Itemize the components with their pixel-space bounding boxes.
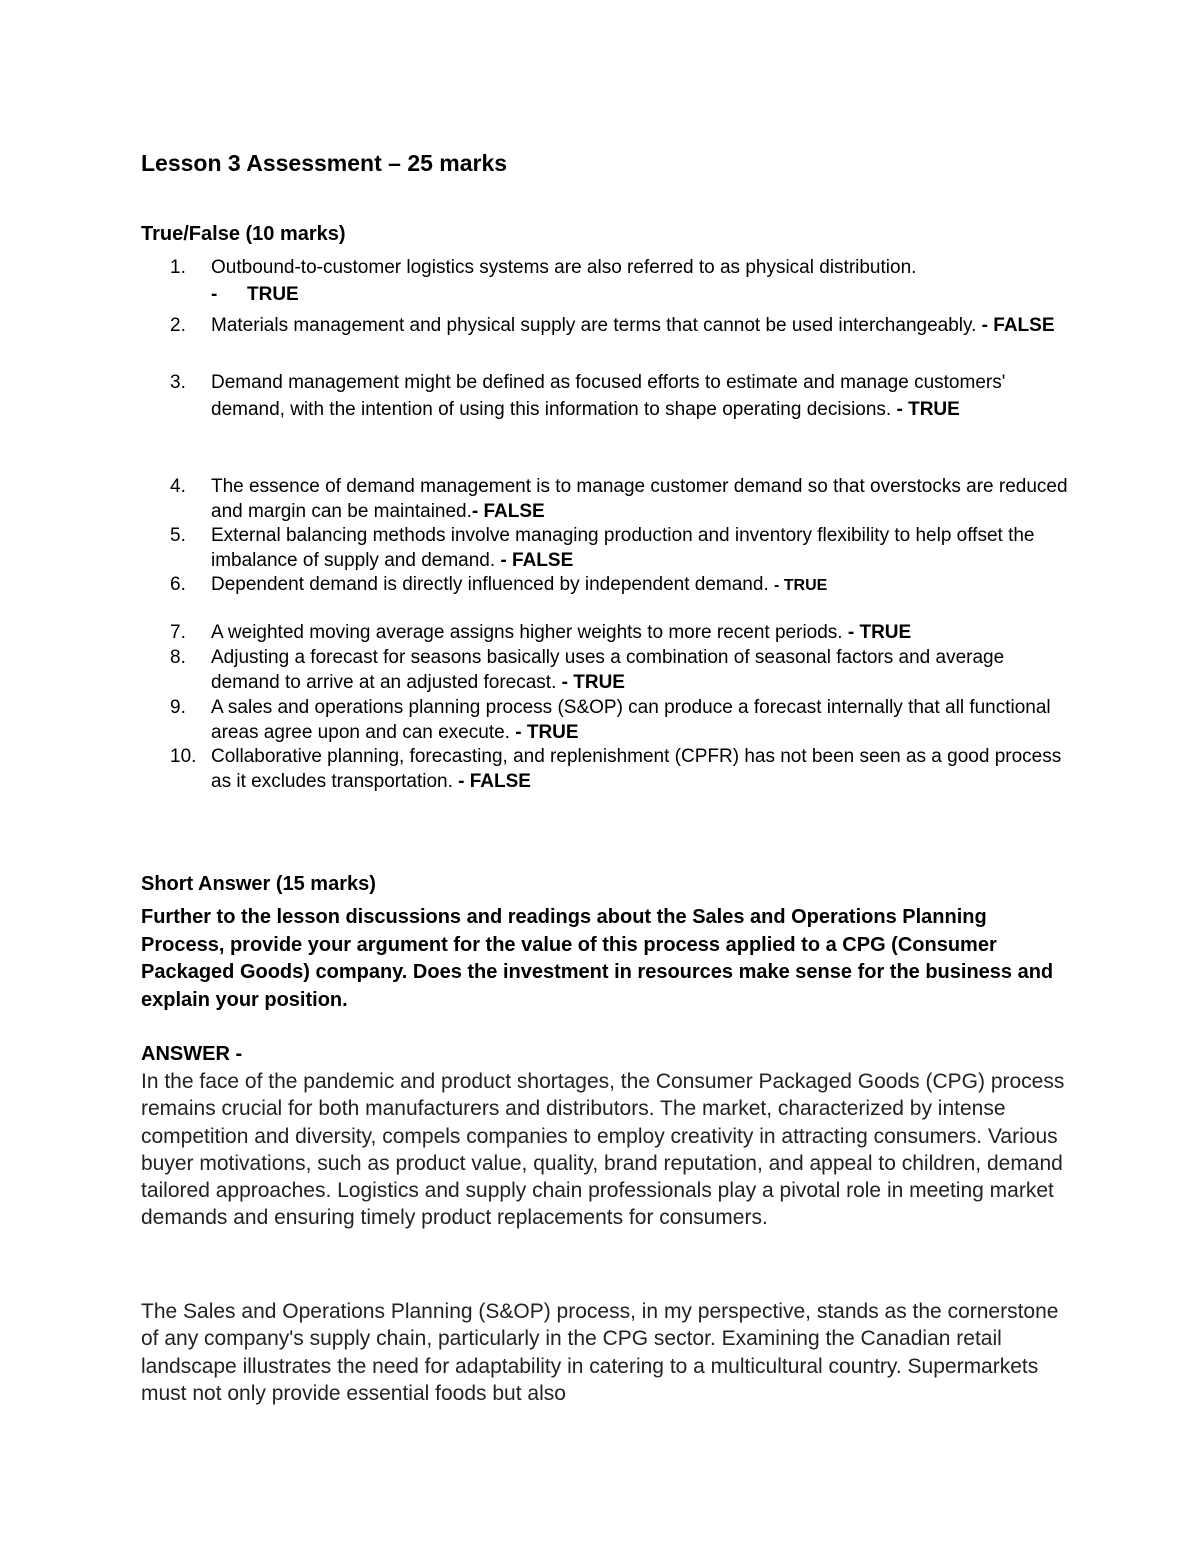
question-body [211, 474, 1070, 524]
question-text: Dependent demand is directly influenced by independent demand. [211, 574, 774, 595]
question-body [211, 695, 1070, 745]
answer-dash: - [211, 284, 218, 305]
question-body [211, 523, 1070, 573]
question-text: A weighted moving average assigns higher weights to more recent periods. [211, 622, 848, 643]
answer-value: - TRUE [896, 399, 960, 420]
short-answer-heading: Short Answer (15 marks) [141, 873, 376, 895]
question-body [211, 744, 1070, 794]
question-9 [170, 695, 1070, 745]
question-text: Materials management and physical supply are terms that cannot be used interchangeably. [211, 315, 982, 336]
document-title: Lesson 3 Assessment – 25 marks [141, 150, 508, 176]
question-6 [170, 572, 1070, 598]
answer-value: TRUE [247, 284, 299, 305]
question-text: The essence of demand management is to manage customer demand so that overstocks are reduced and margin can be maintained. [211, 476, 1068, 522]
answer-paragraph-2: The Sales and Operations Planning (S&OP) process, in my perspective, stands as the cornerstone of any company's supply chain, particularly in the CPG sector. Examining the Canadian retail landscape illustrates the need for adaptability in catering to a multicultural country. Supermarkets must not only provide essential foods but also [141, 1300, 1059, 1405]
question-1 [170, 254, 1070, 281]
answer-paragraph-1: In the face of the pandemic and product shortages, the Consumer Packaged Goods (CPG) process remains crucial for both manufacturers and distributors. The market, characterized by intense competition and diversity, compels companies to employ creativity in attracting consumers. Various buyer motivations, such as product value, quality, brand reputation, and appeal to children, demand tailored approaches. Logistics and supply chain professionals play a pivotal role in meeting market demands and ensuring timely product replacements for consumers. [141, 1070, 1065, 1230]
question-number: 2. [170, 315, 186, 336]
question-1-answer-line [211, 283, 299, 307]
question-body [211, 369, 1070, 423]
question-4 [170, 474, 1070, 524]
question-body [211, 620, 1070, 645]
question-number: 3. [170, 372, 186, 393]
question-body [211, 312, 1070, 339]
question-number: 7. [170, 622, 186, 643]
question-text: Outbound-to-customer logistics systems are also referred to as physical distribution. [211, 257, 917, 278]
question-number: 4. [170, 476, 186, 497]
question-number: 9. [170, 697, 186, 718]
question-number: 10. [170, 746, 197, 767]
answer-value: - TRUE [847, 622, 912, 643]
question-7 [170, 620, 1070, 645]
answer-value: - FALSE [471, 501, 545, 522]
question-text: External balancing methods involve managing production and inventory flexibility to help offset the imbalance of supply and demand. [211, 525, 1035, 571]
question-number: 6. [170, 574, 186, 595]
question-number: 8. [170, 647, 186, 668]
answer-value: - TRUE [515, 722, 579, 743]
answer-value: - FALSE [500, 550, 574, 571]
question-body [211, 645, 1070, 695]
question-text: A sales and operations planning process (S&OP) can produce a forecast internally that all functional areas agree upon and can execute. [211, 697, 1051, 743]
question-5 [170, 523, 1070, 573]
answer-value: - TRUE [561, 672, 625, 693]
answer-value: - FALSE [981, 315, 1055, 336]
answer-value: - TRUE [774, 577, 828, 594]
question-3 [170, 369, 1070, 423]
true-false-heading: True/False (10 marks) [141, 223, 346, 245]
question-8 [170, 645, 1070, 695]
short-answer-prompt: Further to the lesson discussions and readings about the Sales and Operations Planning Process, provide your argument for the value of this process applied to a CPG (Consumer Packaged Goods) company. Does the investment in resources make sense for the business and explain your position. [141, 906, 1054, 1011]
question-number: 1. [170, 257, 186, 278]
question-2 [170, 312, 1070, 339]
question-text: Demand management might be defined as focused efforts to estimate and manage customers' demand, with the intention of using this information to shape operating decisions. [211, 372, 1006, 420]
question-text: Collaborative planning, forecasting, and replenishment (CPFR) has not been seen as a good process as it excludes transportation. [211, 746, 1062, 792]
question-body [211, 572, 1070, 598]
answer-label: ANSWER - [141, 1043, 243, 1065]
question-text: Adjusting a forecast for seasons basically uses a combination of seasonal factors and average demand to arrive at an adjusted forecast. [211, 647, 1005, 693]
question-number: 5. [170, 525, 186, 546]
answer-value: - FALSE [458, 771, 531, 792]
question-10 [170, 744, 1070, 794]
